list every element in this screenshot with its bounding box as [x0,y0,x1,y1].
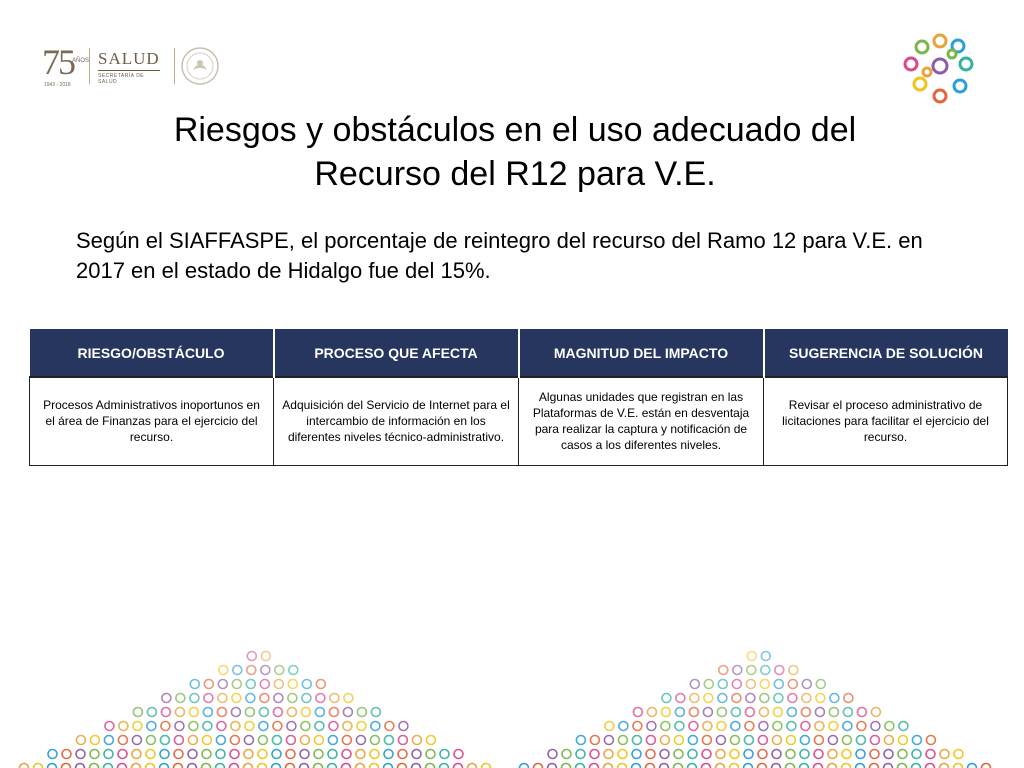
slide-title [110,108,920,196]
cell-riesgo: Procesos Administrativos inoportunos en el área de Finanzas para el ejercicio del recurso. [30,377,274,465]
slide-title-line2: Recurso del R12 para V.E. [314,155,716,193]
logo-75-anos [42,44,90,90]
logo-divider [89,48,90,84]
header-riesgo: RIESGO/OBSTÁCULO [30,329,274,377]
decorative-ring-pattern-icon [0,640,1024,768]
header-sugerencia: SUGERENCIA DE SOLUCIÓN [764,329,1008,377]
rings-logo-icon [900,32,980,108]
mexico-seal-icon [180,46,220,86]
logo-salud [98,49,162,85]
table-row [30,377,1008,465]
cell-sugerencia: Revisar el proceso administrativo de licitaciones para facilitar el ejercicio del recurso. [764,377,1008,465]
table-header-row [30,329,1008,377]
risk-table [29,329,1008,466]
header-magnitud: MAGNITUD DEL IMPACTO [519,329,764,377]
cell-proceso: Adquisición del Servicio de Internet para el intercambio de información en los diferentes niveles técnico-administrativo. [274,377,519,465]
slide-title-line1: Riesgos y obstáculos en el uso adecuado del [173,111,857,149]
cell-magnitud: Algunas unidades que registran en las Plataformas de V.E. están en desventaja para realizar la captura y notificación de casos a los diferentes niveles. [519,377,764,465]
header-proceso: PROCESO QUE AFECTA [274,329,519,377]
logo-salud-subtitle: SECRETARÍA DE SALUD [98,73,145,85]
logo-75-anos-label: AÑOS [72,58,90,64]
logo-salud-text: SALUD [98,49,160,68]
logo-75-number: 75 [42,42,74,82]
logo-divider [174,48,175,84]
logo-75-years: 1943 - 2018 [44,82,71,88]
intro-paragraph: Según el SIAFFASPE, el porcentaje de reintegro del recurso del Ramo 12 para V.E. en 2017 en el estado de Hidalgo fue del 15%. [76,228,923,283]
